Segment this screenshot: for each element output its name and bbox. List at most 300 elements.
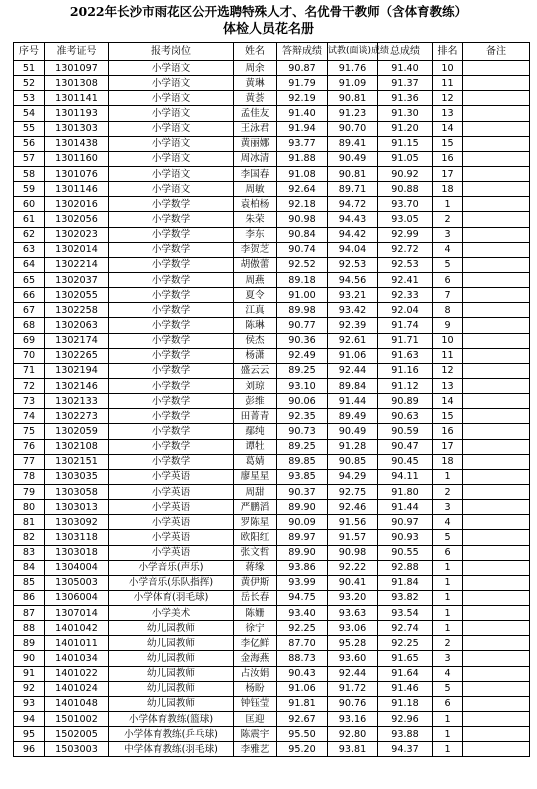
cell-rank: 16 xyxy=(433,151,463,166)
cell-remarks xyxy=(463,363,530,378)
cell-remarks xyxy=(463,560,530,575)
table-row xyxy=(14,606,530,621)
cell-name: 夏令 xyxy=(234,288,277,303)
cell-position: 小学语文 xyxy=(109,121,234,136)
cell-total-score: 91.05 xyxy=(378,151,433,166)
table-row xyxy=(14,439,530,454)
table-row xyxy=(14,530,530,545)
cell-index: 86 xyxy=(14,590,45,605)
cell-teaching-score: 90.49 xyxy=(328,424,378,439)
cell-defense-score: 92.25 xyxy=(277,621,328,636)
table-row xyxy=(14,197,530,212)
cell-index: 75 xyxy=(14,424,45,439)
cell-ticket-number: 1302273 xyxy=(45,409,109,424)
cell-ticket-number: 1401024 xyxy=(45,681,109,696)
cell-rank: 2 xyxy=(433,484,463,499)
cell-defense-score: 92.64 xyxy=(277,182,328,197)
cell-total-score: 91.74 xyxy=(378,318,433,333)
cell-name: 李贺芝 xyxy=(234,242,277,257)
cell-rank: 3 xyxy=(433,227,463,242)
cell-rank: 7 xyxy=(433,288,463,303)
cell-ticket-number: 1301308 xyxy=(45,76,109,91)
cell-total-score: 90.93 xyxy=(378,530,433,545)
cell-name: 江真 xyxy=(234,303,277,318)
cell-position: 小学美术 xyxy=(109,606,234,621)
cell-name: 李亿鲜 xyxy=(234,636,277,651)
cell-rank: 11 xyxy=(433,76,463,91)
table-row xyxy=(14,621,530,636)
cell-position: 小学语文 xyxy=(109,166,234,181)
cell-defense-score: 91.94 xyxy=(277,121,328,136)
cell-total-score: 93.70 xyxy=(378,197,433,212)
cell-defense-score: 90.09 xyxy=(277,515,328,530)
table-row xyxy=(14,106,530,121)
header-defense-score: 答辩成绩 xyxy=(277,43,328,61)
cell-position: 小学数学 xyxy=(109,197,234,212)
cell-total-score: 90.45 xyxy=(378,454,433,469)
cell-teaching-score: 91.23 xyxy=(328,106,378,121)
cell-ticket-number: 1307014 xyxy=(45,606,109,621)
table-row xyxy=(14,318,530,333)
cell-teaching-score: 94.43 xyxy=(328,212,378,227)
cell-teaching-score: 94.72 xyxy=(328,197,378,212)
table-row xyxy=(14,348,530,363)
cell-total-score: 92.99 xyxy=(378,227,433,242)
cell-total-score: 91.37 xyxy=(378,76,433,91)
cell-total-score: 91.16 xyxy=(378,363,433,378)
cell-total-score: 93.05 xyxy=(378,212,433,227)
cell-total-score: 91.18 xyxy=(378,696,433,711)
cell-rank: 5 xyxy=(433,681,463,696)
cell-name: 李东 xyxy=(234,227,277,242)
cell-defense-score: 91.00 xyxy=(277,288,328,303)
cell-name: 黄伊斯 xyxy=(234,575,277,590)
cell-rank: 16 xyxy=(433,424,463,439)
cell-index: 63 xyxy=(14,242,45,257)
table-body xyxy=(14,61,530,757)
cell-name: 徐宁 xyxy=(234,621,277,636)
cell-index: 56 xyxy=(14,136,45,151)
header-ticket-number: 准考证号 xyxy=(45,43,109,61)
cell-position: 小学英语 xyxy=(109,515,234,530)
cell-rank: 1 xyxy=(433,727,463,742)
cell-position: 小学数学 xyxy=(109,288,234,303)
cell-index: 79 xyxy=(14,484,45,499)
cell-name: 李国春 xyxy=(234,166,277,181)
cell-teaching-score: 90.98 xyxy=(328,545,378,560)
cell-position: 小学数学 xyxy=(109,424,234,439)
cell-total-score: 90.97 xyxy=(378,515,433,530)
cell-name: 陈琳 xyxy=(234,318,277,333)
cell-name: 盛云云 xyxy=(234,363,277,378)
table-row xyxy=(14,212,530,227)
header-name: 姓名 xyxy=(234,43,277,61)
table-row xyxy=(14,681,530,696)
cell-name: 刘琼 xyxy=(234,378,277,393)
cell-teaching-score: 94.04 xyxy=(328,242,378,257)
cell-remarks xyxy=(463,606,530,621)
cell-ticket-number: 1301303 xyxy=(45,121,109,136)
table-row xyxy=(14,182,530,197)
cell-ticket-number: 1302194 xyxy=(45,363,109,378)
cell-rank: 9 xyxy=(433,318,463,333)
cell-ticket-number: 1503003 xyxy=(45,742,109,757)
cell-position: 幼儿园教师 xyxy=(109,681,234,696)
cell-total-score: 92.88 xyxy=(378,560,433,575)
table-row xyxy=(14,61,530,76)
cell-remarks xyxy=(463,76,530,91)
cell-name: 李雅艺 xyxy=(234,742,277,757)
cell-total-score: 91.63 xyxy=(378,348,433,363)
cell-position: 小学数学 xyxy=(109,394,234,409)
cell-rank: 14 xyxy=(433,121,463,136)
cell-ticket-number: 1302214 xyxy=(45,257,109,272)
cell-index: 92 xyxy=(14,681,45,696)
cell-position: 幼儿园教师 xyxy=(109,651,234,666)
cell-defense-score: 93.10 xyxy=(277,378,328,393)
cell-remarks xyxy=(463,454,530,469)
cell-rank: 1 xyxy=(433,560,463,575)
cell-teaching-score: 93.42 xyxy=(328,303,378,318)
cell-remarks xyxy=(463,409,530,424)
cell-total-score: 91.36 xyxy=(378,91,433,106)
cell-ticket-number: 1401048 xyxy=(45,696,109,711)
cell-name: 严鹏滔 xyxy=(234,500,277,515)
cell-defense-score: 90.98 xyxy=(277,212,328,227)
cell-name: 王泳君 xyxy=(234,121,277,136)
cell-position: 小学数学 xyxy=(109,272,234,287)
cell-index: 78 xyxy=(14,469,45,484)
cell-index: 88 xyxy=(14,621,45,636)
cell-total-score: 91.46 xyxy=(378,681,433,696)
cell-ticket-number: 1302056 xyxy=(45,212,109,227)
cell-position: 小学数学 xyxy=(109,378,234,393)
cell-ticket-number: 1303018 xyxy=(45,545,109,560)
cell-rank: 14 xyxy=(433,394,463,409)
cell-position: 小学语文 xyxy=(109,91,234,106)
cell-ticket-number: 1301160 xyxy=(45,151,109,166)
cell-position: 小学数学 xyxy=(109,257,234,272)
cell-defense-score: 91.81 xyxy=(277,696,328,711)
cell-defense-score: 90.43 xyxy=(277,666,328,681)
cell-index: 91 xyxy=(14,666,45,681)
cell-teaching-score: 92.46 xyxy=(328,500,378,515)
cell-ticket-number: 1301146 xyxy=(45,182,109,197)
cell-total-score: 91.12 xyxy=(378,378,433,393)
cell-name: 陈姗 xyxy=(234,606,277,621)
cell-total-score: 91.40 xyxy=(378,61,433,76)
cell-total-score: 92.25 xyxy=(378,636,433,651)
cell-rank: 1 xyxy=(433,742,463,757)
cell-position: 小学语文 xyxy=(109,76,234,91)
cell-position: 小学音乐(乐队指挥) xyxy=(109,575,234,590)
cell-rank: 3 xyxy=(433,500,463,515)
cell-teaching-score: 93.81 xyxy=(328,742,378,757)
cell-ticket-number: 1302151 xyxy=(45,454,109,469)
cell-ticket-number: 1301438 xyxy=(45,136,109,151)
cell-name: 岳长春 xyxy=(234,590,277,605)
cell-defense-score: 93.40 xyxy=(277,606,328,621)
cell-remarks xyxy=(463,257,530,272)
cell-ticket-number: 1302265 xyxy=(45,348,109,363)
cell-ticket-number: 1302014 xyxy=(45,242,109,257)
header-total-score: 总成绩 xyxy=(378,43,433,61)
cell-total-score: 90.92 xyxy=(378,166,433,181)
cell-total-score: 92.72 xyxy=(378,242,433,257)
cell-defense-score: 92.19 xyxy=(277,91,328,106)
cell-index: 58 xyxy=(14,166,45,181)
cell-defense-score: 90.84 xyxy=(277,227,328,242)
cell-index: 67 xyxy=(14,303,45,318)
table-row xyxy=(14,575,530,590)
cell-remarks xyxy=(463,500,530,515)
cell-ticket-number: 1302063 xyxy=(45,318,109,333)
cell-index: 83 xyxy=(14,545,45,560)
cell-rank: 4 xyxy=(433,515,463,530)
cell-teaching-score: 94.42 xyxy=(328,227,378,242)
cell-name: 蒋缘 xyxy=(234,560,277,575)
cell-index: 74 xyxy=(14,409,45,424)
cell-defense-score: 89.97 xyxy=(277,530,328,545)
header-position: 报考岗位 xyxy=(109,43,234,61)
cell-ticket-number: 1401034 xyxy=(45,651,109,666)
cell-position: 小学体育教练(乒乓球) xyxy=(109,727,234,742)
cell-rank: 10 xyxy=(433,61,463,76)
cell-total-score: 90.63 xyxy=(378,409,433,424)
cell-index: 51 xyxy=(14,61,45,76)
header-remarks: 备注 xyxy=(463,43,530,61)
cell-remarks xyxy=(463,121,530,136)
cell-total-score: 91.84 xyxy=(378,575,433,590)
cell-remarks xyxy=(463,484,530,499)
cell-position: 小学数学 xyxy=(109,227,234,242)
cell-index: 84 xyxy=(14,560,45,575)
cell-teaching-score: 92.44 xyxy=(328,666,378,681)
table-row xyxy=(14,651,530,666)
cell-remarks xyxy=(463,575,530,590)
cell-ticket-number: 1302174 xyxy=(45,333,109,348)
cell-rank: 5 xyxy=(433,257,463,272)
roster-table xyxy=(13,42,530,757)
cell-total-score: 91.65 xyxy=(378,651,433,666)
cell-index: 77 xyxy=(14,454,45,469)
cell-name: 谭牡 xyxy=(234,439,277,454)
cell-defense-score: 91.40 xyxy=(277,106,328,121)
cell-name: 廖星星 xyxy=(234,469,277,484)
cell-defense-score: 94.75 xyxy=(277,590,328,605)
cell-position: 小学体育教练(篮球) xyxy=(109,712,234,727)
cell-position: 小学数学 xyxy=(109,333,234,348)
cell-index: 61 xyxy=(14,212,45,227)
document-subtitle: 体检人员花名册 xyxy=(222,22,314,37)
cell-name: 陈震宇 xyxy=(234,727,277,742)
cell-index: 62 xyxy=(14,227,45,242)
cell-total-score: 94.11 xyxy=(378,469,433,484)
cell-index: 60 xyxy=(14,197,45,212)
cell-rank: 6 xyxy=(433,272,463,287)
table-row xyxy=(14,76,530,91)
table-row xyxy=(14,272,530,287)
cell-name: 周余 xyxy=(234,61,277,76)
cell-position: 中学体育教练(羽毛球) xyxy=(109,742,234,757)
cell-name: 胡傲蕾 xyxy=(234,257,277,272)
table-row xyxy=(14,515,530,530)
cell-teaching-score: 90.81 xyxy=(328,166,378,181)
table-row xyxy=(14,454,530,469)
cell-teaching-score: 94.56 xyxy=(328,272,378,287)
cell-remarks xyxy=(463,636,530,651)
cell-defense-score: 91.88 xyxy=(277,151,328,166)
cell-index: 94 xyxy=(14,712,45,727)
cell-defense-score: 95.20 xyxy=(277,742,328,757)
table-row xyxy=(14,166,530,181)
cell-rank: 1 xyxy=(433,606,463,621)
table-row xyxy=(14,136,530,151)
cell-name: 周冰清 xyxy=(234,151,277,166)
cell-remarks xyxy=(463,515,530,530)
cell-total-score: 91.30 xyxy=(378,106,433,121)
cell-rank: 2 xyxy=(433,636,463,651)
table-row xyxy=(14,409,530,424)
cell-rank: 15 xyxy=(433,409,463,424)
cell-name: 朱荣 xyxy=(234,212,277,227)
cell-position: 小学语文 xyxy=(109,182,234,197)
cell-name: 罗陈星 xyxy=(234,515,277,530)
cell-ticket-number: 1303118 xyxy=(45,530,109,545)
cell-position: 小学英语 xyxy=(109,545,234,560)
cell-remarks xyxy=(463,182,530,197)
cell-teaching-score: 90.70 xyxy=(328,121,378,136)
cell-remarks xyxy=(463,394,530,409)
cell-ticket-number: 1301076 xyxy=(45,166,109,181)
cell-defense-score: 91.79 xyxy=(277,76,328,91)
cell-teaching-score: 91.06 xyxy=(328,348,378,363)
cell-position: 小学数学 xyxy=(109,439,234,454)
cell-ticket-number: 1302055 xyxy=(45,288,109,303)
cell-rank: 15 xyxy=(433,136,463,151)
cell-ticket-number: 1303013 xyxy=(45,500,109,515)
cell-position: 小学语文 xyxy=(109,106,234,121)
cell-total-score: 90.59 xyxy=(378,424,433,439)
cell-remarks xyxy=(463,212,530,227)
cell-total-score: 91.64 xyxy=(378,666,433,681)
cell-ticket-number: 1302146 xyxy=(45,378,109,393)
cell-remarks xyxy=(463,681,530,696)
cell-position: 幼儿园教师 xyxy=(109,621,234,636)
cell-index: 81 xyxy=(14,515,45,530)
cell-index: 69 xyxy=(14,333,45,348)
cell-total-score: 91.44 xyxy=(378,500,433,515)
cell-index: 90 xyxy=(14,651,45,666)
cell-ticket-number: 1301097 xyxy=(45,61,109,76)
table-row xyxy=(14,636,530,651)
table-row xyxy=(14,424,530,439)
cell-remarks xyxy=(463,333,530,348)
cell-remarks xyxy=(463,197,530,212)
cell-name: 周燕 xyxy=(234,272,277,287)
table-row xyxy=(14,333,530,348)
cell-position: 小学英语 xyxy=(109,469,234,484)
cell-rank: 18 xyxy=(433,454,463,469)
cell-ticket-number: 1401022 xyxy=(45,666,109,681)
cell-ticket-number: 1306004 xyxy=(45,590,109,605)
cell-teaching-score: 91.57 xyxy=(328,530,378,545)
cell-index: 95 xyxy=(14,727,45,742)
cell-index: 93 xyxy=(14,696,45,711)
cell-defense-score: 89.98 xyxy=(277,303,328,318)
cell-defense-score: 87.70 xyxy=(277,636,328,651)
cell-remarks xyxy=(463,590,530,605)
cell-defense-score: 90.36 xyxy=(277,333,328,348)
cell-total-score: 92.74 xyxy=(378,621,433,636)
table-row xyxy=(14,121,530,136)
cell-position: 小学英语 xyxy=(109,500,234,515)
cell-ticket-number: 1301141 xyxy=(45,91,109,106)
cell-index: 65 xyxy=(14,272,45,287)
cell-remarks xyxy=(463,318,530,333)
cell-teaching-score: 92.44 xyxy=(328,363,378,378)
cell-total-score: 92.53 xyxy=(378,257,433,272)
cell-index: 82 xyxy=(14,530,45,545)
cell-name: 杨盼 xyxy=(234,681,277,696)
cell-index: 70 xyxy=(14,348,45,363)
cell-remarks xyxy=(463,348,530,363)
cell-total-score: 90.88 xyxy=(378,182,433,197)
table-row xyxy=(14,727,530,742)
cell-teaching-score: 92.75 xyxy=(328,484,378,499)
cell-teaching-score: 94.29 xyxy=(328,469,378,484)
cell-rank: 12 xyxy=(433,91,463,106)
cell-ticket-number: 1302108 xyxy=(45,439,109,454)
cell-name: 周甜 xyxy=(234,484,277,499)
cell-ticket-number: 1303092 xyxy=(45,515,109,530)
table-row xyxy=(14,363,530,378)
table-row xyxy=(14,91,530,106)
table-row xyxy=(14,242,530,257)
cell-defense-score: 95.50 xyxy=(277,727,328,742)
cell-defense-score: 92.35 xyxy=(277,409,328,424)
cell-teaching-score: 91.44 xyxy=(328,394,378,409)
cell-teaching-score: 90.76 xyxy=(328,696,378,711)
cell-teaching-score: 93.16 xyxy=(328,712,378,727)
cell-name: 匡迎 xyxy=(234,712,277,727)
cell-position: 小学数学 xyxy=(109,454,234,469)
cell-defense-score: 93.86 xyxy=(277,560,328,575)
cell-name: 欧阳红 xyxy=(234,530,277,545)
cell-total-score: 90.55 xyxy=(378,545,433,560)
table-row xyxy=(14,394,530,409)
cell-ticket-number: 1502005 xyxy=(45,727,109,742)
cell-rank: 13 xyxy=(433,378,463,393)
cell-name: 葛婧 xyxy=(234,454,277,469)
cell-total-score: 92.04 xyxy=(378,303,433,318)
cell-rank: 3 xyxy=(433,651,463,666)
cell-remarks xyxy=(463,696,530,711)
cell-rank: 18 xyxy=(433,182,463,197)
table-row xyxy=(14,545,530,560)
cell-ticket-number: 1401042 xyxy=(45,621,109,636)
cell-name: 田菁青 xyxy=(234,409,277,424)
cell-name: 金海燕 xyxy=(234,651,277,666)
cell-teaching-score: 93.21 xyxy=(328,288,378,303)
cell-position: 小学数学 xyxy=(109,409,234,424)
cell-teaching-score: 91.72 xyxy=(328,681,378,696)
cell-ticket-number: 1305003 xyxy=(45,575,109,590)
header-rank: 排名 xyxy=(433,43,463,61)
cell-total-score: 93.82 xyxy=(378,590,433,605)
cell-defense-score: 90.73 xyxy=(277,424,328,439)
cell-defense-score: 92.49 xyxy=(277,348,328,363)
